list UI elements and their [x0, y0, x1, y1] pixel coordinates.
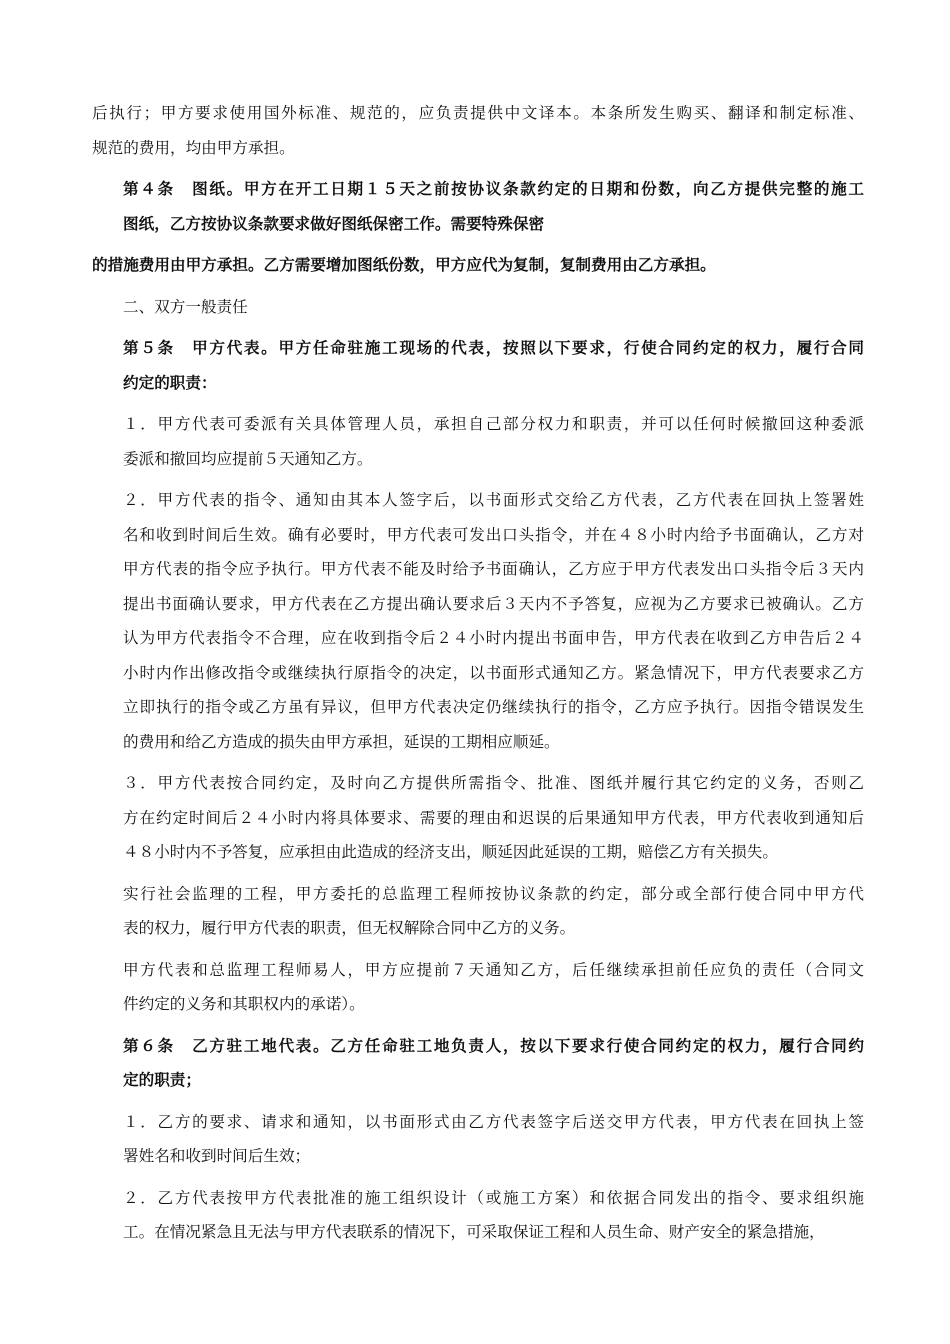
p-article-4-cont — [92, 248, 864, 283]
text-line: ３．甲方代表按合同约定，及时向乙方提供所需指令、批准、图纸并履行其它约定的义务，否则乙 — [123, 774, 864, 792]
text-line: 署姓名和收到时间后生效； — [123, 1147, 311, 1165]
text-line: ２．甲方代表的指令、通知由其本人签字后，以书面形式交给乙方代表，乙方代表在回执上签署姓 — [123, 491, 864, 509]
text-line: 第５条 甲方代表。甲方任命驻施工现场的代表，按照以下要求，行使合同约定的权力，履行合同 — [123, 338, 864, 357]
text-line: 第６条 乙方驻工地代表。乙方任命驻工地负责人，按以下要求行使合同约定的权力，履行合同约 — [123, 1035, 864, 1055]
text-line: 提出书面确认要求，甲方代表在乙方提出确认要求后３天内不予答复，应视为乙方要求已被确认。乙方 — [123, 594, 864, 613]
text-line: 定的职责； — [123, 1070, 201, 1089]
p-article-6-item-2 — [92, 1181, 864, 1250]
text-line: ４８小时内不予答复，应承担由此造成的经济支出，顺延因此延误的工期，赔偿乙方有关损失。 — [123, 843, 778, 861]
text-line: 第４条 图纸。甲方在开工日期１５天之前按协议条款约定的日期和份数，向乙方提供完整的施工 — [123, 179, 864, 198]
text-line: 工。在情况紧急且无法与甲方代表联系的情况下，可采取保证工程和人员生命、财产安全的紧急措施， — [123, 1223, 825, 1241]
p-article-5-item-1 — [92, 407, 864, 476]
p-article-5 — [92, 331, 864, 400]
p-replacement — [92, 953, 864, 1022]
text-line: ２．乙方代表按甲方代表批准的施工组织设计（或施工方案）和依据合同发出的指令、要求组织施 — [123, 1188, 864, 1207]
text-line: 委派和撤回均应提前５天通知乙方。 — [123, 449, 373, 468]
text-line: 的费用和给乙方造成的损失由甲方承担，延误的工期相应顺延。 — [123, 732, 560, 751]
p-article-4 — [92, 172, 864, 241]
text-line: 二、双方一般责任 — [123, 297, 248, 316]
text-line: 立即执行的指令或乙方虽有异议，但甲方代表决定仍继续执行的指令，乙方应予执行。因指令错误发生 — [123, 698, 864, 716]
text-line: 甲方代表和总监理工程师易人，甲方应提前７天通知乙方，后任继续承担前任应负的责任（合同文 — [123, 960, 864, 979]
p-article-6 — [92, 1029, 864, 1098]
text-line: 件约定的义务和其职权内的承诺）。 — [123, 995, 365, 1013]
p-supervision — [92, 877, 864, 946]
text-line: 实行社会监理的工程，甲方委托的总监理工程师按协议条款的约定，部分或全部行使合同中甲方代 — [123, 884, 864, 903]
text-line: １．甲方代表可委派有关具体管理人员，承担自己部分权力和职责，并可以任何时候撤回这种委派 — [123, 415, 864, 433]
text-line: 名和收到时间后生效。确有必要时，甲方代表可发出口头指令，并在４８小时内给予书面确认，乙方对 — [123, 525, 864, 544]
p-section-2 — [92, 290, 864, 325]
p-article-5-item-3 — [92, 766, 864, 870]
text-line: 规范的费用，均由甲方承担。 — [92, 138, 295, 157]
text-line: 约定的职责： — [123, 372, 217, 392]
p-article-6-item-1 — [92, 1105, 864, 1174]
text-line: 表的权力，履行甲方代表的职责，但无权解除合同中乙方的义务。 — [123, 919, 576, 937]
text-line: 小时内作出修改指令或继续执行原指令的决定，以书面形式通知乙方。紧急情况下，甲方代表要求乙方 — [123, 663, 864, 682]
text-line: 后执行；甲方要求使用国外标准、规范的，应负责提供中文译本。本条所发生购买、翻译和制定标准、 — [92, 104, 864, 122]
text-line: 认为甲方代表指令不合理，应在收到指令后２４小时内提出书面申告，甲方代表在收到乙方申告后２４ — [123, 629, 864, 647]
text-line: 的措施费用由甲方承担。乙方需要增加图纸份数，甲方应代为复制，复制费用由乙方承担。 — [92, 255, 716, 274]
document-page — [92, 96, 864, 1257]
text-line: 图纸，乙方按协议条款要求做好图纸保密工作。需要特殊保密 — [123, 213, 545, 233]
text-line: 方在约定时间后２４小时内将具体要求、需要的理由和迟误的后果通知甲方代表，甲方代表收到通知后 — [123, 808, 864, 827]
text-line: １．乙方的要求、请求和通知，以书面形式由乙方代表签字后送交甲方代表，甲方代表在回执上签 — [123, 1112, 864, 1131]
text-line: 甲方代表的指令应予执行。甲方代表不能及时给予书面确认，乙方应于甲方代表发出口头指令后３天内 — [123, 560, 864, 578]
p-article-5-item-2 — [92, 483, 864, 759]
p-standards-cont — [92, 96, 864, 165]
